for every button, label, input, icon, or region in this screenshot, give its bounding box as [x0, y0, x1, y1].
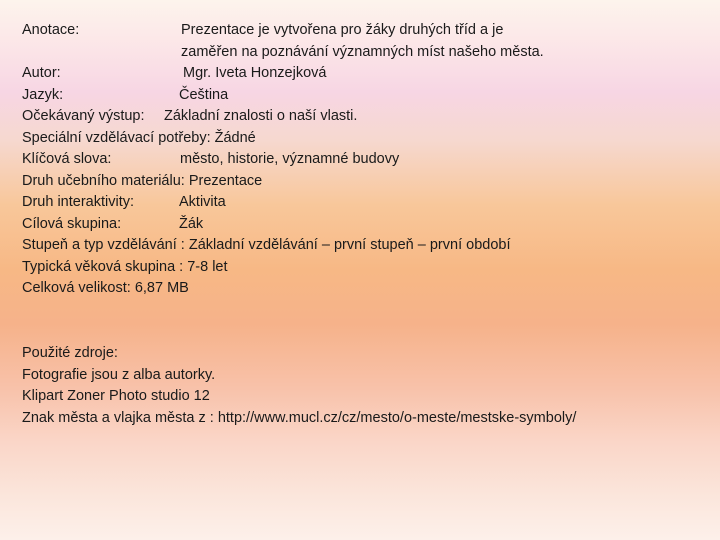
- sources-heading: Použité zdroje:: [22, 345, 118, 361]
- language-value: Čeština: [179, 86, 229, 103]
- keywords-value: město, historie, významné budovy: [180, 151, 400, 167]
- expected-outcome-value: Základní znalosti o naší vlasti.: [164, 108, 358, 124]
- special-needs-row: Speciální vzdělávací potřeby: Žádné: [22, 129, 256, 146]
- annotation-label: Anotace:: [22, 22, 80, 38]
- annotation-value-line1: Prezentace je vytvořena pro žáky druhých tříd a je: [181, 22, 504, 38]
- annotation-row: [22, 20, 504, 41]
- target-group-label: Cílová skupina:: [22, 215, 122, 232]
- keywords-row: [22, 149, 400, 170]
- annotation-value-line2: zaměřen na poznávání významných míst našeho města.: [181, 43, 544, 60]
- source-photos: Fotografie jsou z alba autorky.: [22, 366, 216, 383]
- expected-outcome-row: [22, 106, 358, 127]
- expected-outcome-label: Očekávaný výstup:: [22, 108, 145, 124]
- target-group-value: Žák: [179, 215, 204, 232]
- age-group-row: Typická věková skupina : 7-8 let: [22, 258, 228, 275]
- author-label: Autor:: [22, 65, 61, 81]
- language-row: [22, 85, 229, 106]
- education-level-row: Stupeň a typ vzdělávání : Základní vzdělávání – první stupeň – první období: [22, 237, 511, 253]
- material-type-row: Druh učebního materiálu: Prezentace: [22, 172, 263, 189]
- keywords-label: Klíčová slova:: [22, 151, 112, 167]
- interactivity-label: Druh interaktivity:: [22, 194, 135, 210]
- target-group-row: [22, 214, 204, 235]
- interactivity-value: Aktivita: [179, 194, 226, 210]
- author-row: [22, 63, 327, 84]
- interactivity-row: [22, 192, 226, 213]
- author-value: Mgr. Iveta Honzejková: [183, 65, 327, 81]
- total-size-row: Celková velikost: 6,87 MB: [22, 280, 189, 296]
- language-label: Jazyk:: [22, 86, 64, 103]
- source-city-symbols: Znak města a vlajka města z : http://www.mucl.cz/cz/mesto/o-meste/mestske-symboly/: [22, 409, 577, 426]
- source-clipart: Klipart Zoner Photo studio 12: [22, 388, 210, 404]
